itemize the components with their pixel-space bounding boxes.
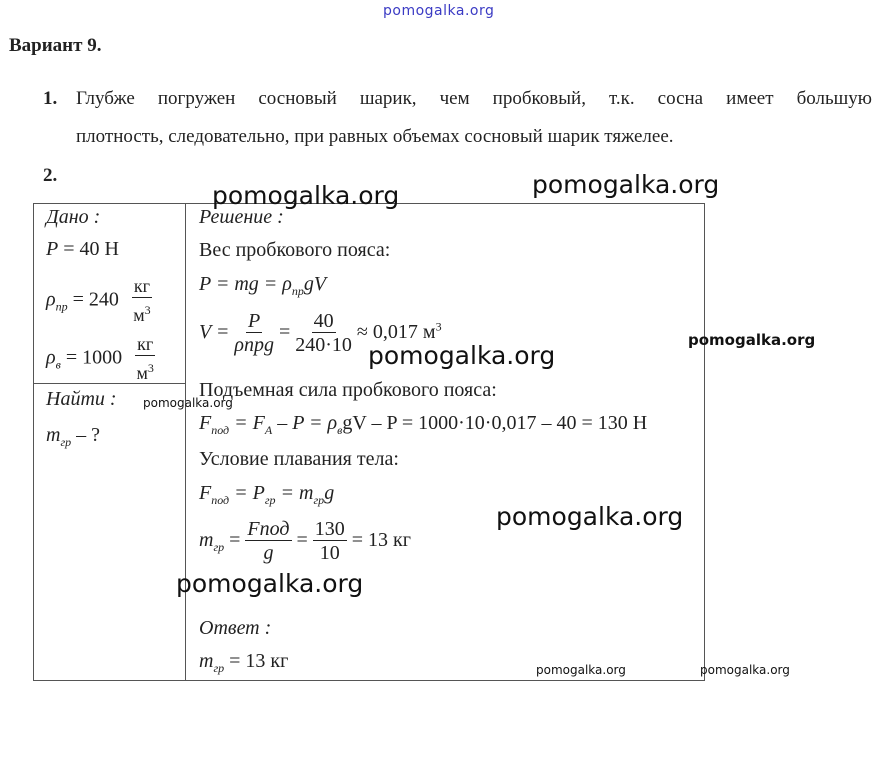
watermark-7: pomogalka.org — [176, 569, 364, 598]
watermark-2: pomogalka.org — [532, 170, 720, 199]
item-1-line-2: плотность, следовательно, при равных объемах сосновый шарик тяжелее. — [76, 126, 674, 147]
watermark-4: pomogalka.org — [368, 341, 556, 370]
float-title: Условие плавания тела: — [199, 448, 399, 470]
table-divider-vertical — [185, 203, 186, 681]
weight-equation: P = mg = $\rho_{пр}gV$ — [199, 273, 327, 298]
weight-title: Вес пробкового пояса: — [199, 239, 391, 261]
given-p: P = 40 Н — [46, 238, 119, 260]
item-2-number: 2. — [43, 165, 58, 186]
watermark-3: pomogalka.org — [688, 331, 816, 349]
watermark-5: pomogalka.org — [143, 396, 233, 410]
answer-header: Ответ : — [199, 617, 272, 639]
watermark-9: pomogalka.org — [700, 663, 790, 677]
float-equation: $F_{под} = P_{гр} = m_{гр}g$ — [199, 482, 335, 507]
item-1-number: 1. — [43, 88, 58, 109]
find-m: $m_{гр}$ – ? — [46, 424, 101, 449]
lift-equation: $F_{под} = F_A - P = \rho_вgV - P = 1000\cdot 10\cdot 0,017 - 40 = 130$ Н — [199, 412, 648, 437]
variant-heading: Вариант 9. — [9, 35, 102, 56]
item-1-line-1: Глубже погружен сосновый шарик, чем пробковый, т.к. сосна имеет большую — [76, 88, 872, 109]
given-rho-v: $\rho_в = 1000$ $\frac{кг}{м^3}$ — [46, 334, 154, 383]
answer-value: $m_{гр} = 13$ кг — [199, 650, 289, 675]
find-header: Найти : — [46, 388, 117, 410]
watermark-6: pomogalka.org — [496, 502, 684, 531]
watermark-1: pomogalka.org — [212, 181, 400, 210]
given-header: Дано : — [46, 206, 101, 228]
volume-equation: V = $\frac{P}{\text{ρпрg}}$ = $\frac{40}{240\cdot 10}$ ≈ 0,017 $м^3$ — [199, 310, 442, 356]
solution-header: Решение : — [199, 206, 284, 228]
lift-title: Подъемная сила пробкового пояса: — [199, 379, 497, 401]
watermark-8: pomogalka.org — [536, 663, 626, 677]
given-rho-pr: $\rho_{пр} = 240$ $\frac{кг}{м^3}$ — [46, 276, 151, 325]
watermark-top: pomogalka.org — [383, 3, 495, 19]
mass-equation: $m_{гр}$ = $\frac{\text{Fпод}}{g}$ = $\frac{130}{10}$ = 13 кг — [199, 518, 411, 564]
